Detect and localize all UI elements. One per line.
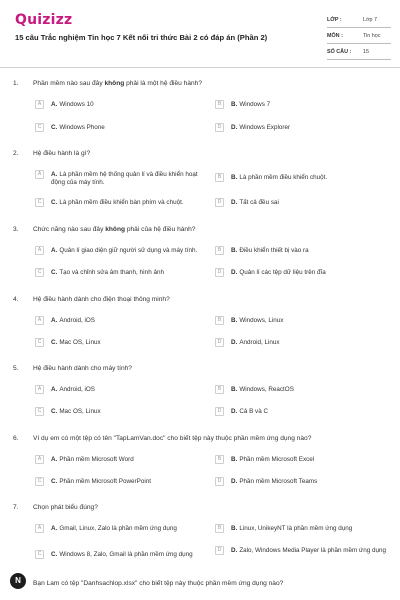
- page-title: 15 câu Trắc nghiệm Tin học 7 Kết nối tri thức Bài 2 có đáp án (Phần 2): [15, 33, 268, 42]
- option-label: [51, 525, 209, 533]
- option-marker[interactable]: A: [35, 246, 44, 255]
- question-text: [33, 504, 388, 511]
- option-letter: D.: [231, 408, 238, 415]
- option-letter: D.: [231, 269, 238, 276]
- question-1: [0, 80, 400, 140]
- option-text: Phần mềm Microsoft Word: [59, 456, 134, 463]
- question-text-part: Ví dụ em có một tệp có tên "TapLamVan.doc" cho biết tệp này thuộc phần mềm ứng dụng nào?: [33, 435, 312, 442]
- option-letter: B.: [231, 456, 238, 463]
- option-letter: D.: [231, 478, 238, 485]
- option-letter: B.: [231, 247, 238, 254]
- question-text-emphasis: không: [104, 80, 125, 87]
- option-marker[interactable]: B: [215, 173, 224, 182]
- option-label: [231, 339, 389, 347]
- meta-grade-value: Lớp 7: [363, 17, 378, 23]
- option-text: Phần mềm Microsoft PowerPoint: [59, 478, 152, 485]
- meta-question-count: [327, 44, 391, 60]
- option-letter: B.: [231, 386, 238, 393]
- option-text: Quản lí giao diện giữ người sử dụng và máy tính.: [59, 247, 198, 254]
- option-marker[interactable]: B: [215, 100, 224, 109]
- meta-grade-label: LỚP :: [327, 17, 342, 23]
- option-label: [51, 317, 209, 325]
- notion-badge-button[interactable]: N: [10, 573, 26, 589]
- option-label: [51, 124, 209, 132]
- question-6: [0, 435, 400, 495]
- question-2: [0, 150, 400, 220]
- option-text: Android, iOS: [59, 317, 96, 324]
- option-label: [231, 199, 389, 207]
- option-label: [51, 247, 209, 255]
- option-text: Là phần mềm điều khiển bàn phím và chuột.: [59, 199, 184, 206]
- option-label: [51, 171, 209, 188]
- option-marker[interactable]: A: [35, 524, 44, 533]
- option-text: Phần mềm Microsoft Teams: [239, 478, 318, 485]
- option-marker[interactable]: C: [35, 268, 44, 277]
- question-text: [33, 226, 388, 233]
- option-label: [51, 408, 209, 416]
- option-marker[interactable]: B: [215, 316, 224, 325]
- option-label: [51, 456, 209, 464]
- option-marker[interactable]: D: [215, 268, 224, 277]
- question-text-part: phải là một hệ điều hành?: [124, 80, 202, 87]
- option-text: Android, iOS: [59, 386, 96, 393]
- question-number: 1.: [13, 80, 19, 87]
- option-text: Linux, UnikeyNT là phần mềm ứng dụng: [239, 525, 353, 532]
- option-text: Điều khiển thiết bị vào ra: [239, 247, 309, 254]
- question-number: 5.: [13, 365, 19, 372]
- option-label: [51, 478, 209, 486]
- option-text: Là phần mềm điều khiển chuột.: [239, 174, 328, 181]
- option-label: [231, 386, 389, 394]
- option-letter: D.: [231, 199, 238, 206]
- option-marker[interactable]: B: [215, 524, 224, 533]
- question-number: 6.: [13, 435, 19, 442]
- option-letter: B.: [231, 525, 238, 532]
- option-letter: A.: [51, 456, 58, 463]
- option-marker[interactable]: A: [35, 100, 44, 109]
- question-text-part: Chọn phát biểu đúng?: [33, 504, 98, 511]
- option-label: [51, 199, 209, 207]
- option-marker[interactable]: A: [35, 316, 44, 325]
- option-label: [231, 456, 389, 464]
- option-marker[interactable]: C: [35, 477, 44, 486]
- question-text-part: Hệ điều hành dành cho máy tính?: [33, 365, 132, 372]
- option-marker[interactable]: A: [35, 385, 44, 394]
- option-text: Android, Linux: [239, 339, 280, 346]
- option-label: [231, 124, 389, 132]
- option-letter: A.: [51, 525, 58, 532]
- option-label: [231, 525, 389, 533]
- option-text: Tất cả đều sai: [239, 199, 279, 206]
- option-marker[interactable]: C: [35, 338, 44, 347]
- option-marker[interactable]: A: [35, 455, 44, 464]
- question-text: [33, 296, 388, 303]
- option-letter: C.: [51, 124, 58, 131]
- option-marker[interactable]: C: [35, 198, 44, 207]
- option-text: Là phần mềm hệ thống quản lí và điều khiển hoạt động của máy tính.: [51, 171, 198, 187]
- option-letter: C.: [51, 269, 58, 276]
- question-number: 4.: [13, 296, 19, 303]
- option-letter: C.: [51, 551, 58, 558]
- option-letter: D.: [231, 547, 238, 554]
- option-text: Windows 10: [59, 101, 94, 108]
- quizizz-logo[interactable]: Quizizz: [15, 12, 73, 28]
- option-marker[interactable]: C: [35, 123, 44, 132]
- option-letter: B.: [231, 101, 238, 108]
- option-label: [51, 551, 209, 559]
- document-header: [0, 0, 400, 68]
- question-number: 2.: [13, 150, 19, 157]
- option-text: Gmail, Linux, Zalo là phần mềm ứng dụng: [59, 525, 177, 532]
- option-text: Mac OS, Linux: [59, 339, 101, 346]
- meta-question-count-label: SỐ CÂU :: [327, 49, 352, 55]
- option-text: Quản lí các tệp dữ liệu trên đĩa: [239, 269, 326, 276]
- question-text: [33, 435, 388, 442]
- meta-subject-label: MÔN :: [327, 33, 343, 39]
- question-text-part: Hệ điều hành là gì?: [33, 150, 91, 157]
- option-label: [231, 101, 389, 109]
- option-marker[interactable]: D: [215, 338, 224, 347]
- option-text: Windows 7: [239, 101, 271, 108]
- meta-subject: [327, 28, 391, 44]
- question-4: [0, 296, 400, 356]
- question-8-text: Bạn Lam có tệp "Danhsachlop.xlsx" cho biết tệp này thuộc phần mềm ứng dụng nào?: [33, 580, 284, 587]
- question-5: [0, 365, 400, 425]
- option-label: [51, 269, 209, 277]
- option-marker[interactable]: B: [215, 455, 224, 464]
- option-text: Windows Phone: [59, 124, 105, 131]
- question-text: [33, 365, 388, 372]
- option-label: [231, 269, 389, 277]
- option-text: Windows 8, Zalo, Gmail là phần mềm ứng dụng: [59, 551, 193, 558]
- option-label: [231, 547, 389, 555]
- question-number: 3.: [13, 226, 19, 233]
- question-text-emphasis: không: [105, 226, 126, 233]
- option-label: [231, 478, 389, 486]
- option-marker[interactable]: D: [215, 477, 224, 486]
- option-letter: A.: [51, 247, 58, 254]
- option-letter: A.: [51, 101, 58, 108]
- option-letter: D.: [231, 339, 238, 346]
- option-label: [231, 317, 389, 325]
- meta-grade: [327, 12, 391, 28]
- option-letter: C.: [51, 408, 58, 415]
- option-marker[interactable]: D: [215, 198, 224, 207]
- option-text: Zalo, Windows Media Player là phần mềm ứng dụng: [239, 547, 386, 554]
- option-letter: D.: [231, 124, 238, 131]
- meta-question-count-value: 15: [363, 49, 369, 55]
- option-text: Cả B và C: [239, 408, 269, 415]
- option-letter: C.: [51, 339, 58, 346]
- meta-subject-value: Tin học: [363, 33, 381, 39]
- option-marker[interactable]: B: [215, 385, 224, 394]
- question-text-part: phải của hệ điều hành?: [125, 226, 196, 233]
- option-label: [51, 386, 209, 394]
- option-text: Windows, Linux: [239, 317, 284, 324]
- option-label: [51, 101, 209, 109]
- option-marker[interactable]: D: [215, 407, 224, 416]
- option-letter: A.: [51, 171, 58, 178]
- option-marker[interactable]: D: [215, 123, 224, 132]
- question-text-part: Hệ điều hành dành cho điện thoại thông minh?: [33, 296, 170, 303]
- option-text: Mac OS, Linux: [59, 408, 101, 415]
- question-text: [33, 80, 388, 87]
- option-letter: B.: [231, 174, 238, 181]
- option-marker[interactable]: C: [35, 407, 44, 416]
- option-letter: B.: [231, 317, 238, 324]
- option-text: Windows Explorer: [239, 124, 291, 131]
- option-text: Tạo và chỉnh sửa âm thanh, hình ảnh: [59, 269, 164, 276]
- option-label: [231, 408, 389, 416]
- question-text: [33, 150, 388, 157]
- option-letter: C.: [51, 478, 58, 485]
- question-text-part: Chức năng nào sau đây: [33, 226, 106, 233]
- question-7: [0, 504, 400, 570]
- option-text: Phần mềm Microsoft Excel: [239, 456, 315, 463]
- option-label: [231, 247, 389, 255]
- option-label: [231, 174, 389, 182]
- option-marker[interactable]: C: [35, 550, 44, 559]
- option-label: [51, 339, 209, 347]
- option-letter: A.: [51, 317, 58, 324]
- option-letter: C.: [51, 199, 58, 206]
- option-marker[interactable]: A: [35, 170, 44, 179]
- option-marker[interactable]: D: [215, 546, 224, 555]
- question-text-part: Phần mềm nào sau đây: [33, 80, 105, 87]
- option-text: Windows, ReactOS: [239, 386, 294, 393]
- option-letter: A.: [51, 386, 58, 393]
- option-marker[interactable]: B: [215, 246, 224, 255]
- question-3: [0, 226, 400, 286]
- question-number: 7.: [13, 504, 19, 511]
